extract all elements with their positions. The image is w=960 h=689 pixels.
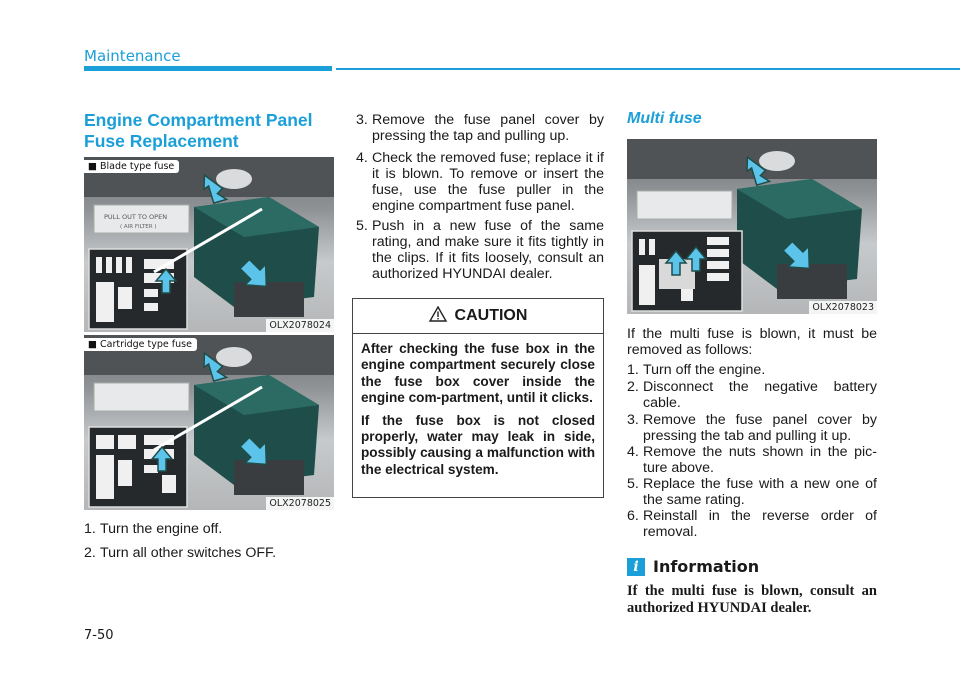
header-rule-thick — [84, 66, 332, 71]
step-text: Remove the nuts shown in the pic-ture above. — [643, 444, 877, 476]
list-item — [627, 379, 877, 411]
list-item — [356, 218, 604, 282]
list-item — [627, 412, 877, 444]
warning-triangle-icon — [429, 306, 447, 327]
engine-bay-illustration — [84, 335, 334, 510]
caution-paragraph: If the fuse box is not closed properly, water may leak in side, possibly causing a malfunction with the electrical system. — [361, 412, 595, 477]
step-number: 4. — [627, 444, 639, 460]
step-number: 3. — [627, 412, 639, 428]
step-text: Remove the fuse panel cover by pressing the tab and pulling it up. — [643, 412, 877, 444]
list-item — [84, 545, 336, 561]
caution-box — [352, 298, 604, 498]
photo-tag-cartridge: ■ Cartridge type fuse — [84, 338, 197, 351]
caution-body — [353, 334, 603, 478]
list-item — [627, 362, 877, 378]
info-icon: i — [627, 558, 645, 576]
step-number: 2. — [84, 545, 96, 561]
list-item — [627, 476, 877, 508]
photo-cartridge-fuse — [84, 335, 334, 510]
photo-code: OLX2078025 — [266, 497, 334, 510]
step-text: Push in a new fuse of the same rating, and make sure it fits tightly in the clips. If it fits loosely, consult an authorized HYUNDAI dealer. — [372, 218, 604, 282]
section-title: Engine Compartment Panel Fuse Replacement — [84, 110, 313, 151]
caution-title: CAUTION — [454, 307, 528, 324]
photo-code: OLX2078024 — [266, 319, 334, 332]
intro-paragraph: If the multi fuse is blown, it must be removed as follows: — [627, 326, 877, 358]
info-title: Information — [653, 557, 760, 576]
list-item — [627, 508, 877, 540]
step-text: Reinstall in the reverse order of removal. — [643, 508, 877, 540]
caution-paragraph: After checking the fuse box in the engine compartment securely close the fuse box cover inside the engine com-partment, until it clicks. — [361, 341, 595, 406]
step-number: 6. — [627, 508, 639, 524]
photo-label: PULL OUT TO OPEN — [104, 213, 168, 221]
step-text: Turn all other switches OFF. — [100, 545, 277, 561]
step-text: Check the removed fuse; replace it if it is blown. To remove or insert the fuse, use the fuse puller in the engine compartment fuse panel. — [372, 150, 604, 214]
step-text: Turn the engine off. — [100, 521, 223, 537]
page-number: 7-50 — [84, 628, 114, 643]
step-text: Turn off the engine. — [643, 362, 766, 378]
step-number: 5. — [627, 476, 639, 492]
step-number: 1. — [84, 521, 96, 537]
photo-code: OLX2078023 — [809, 301, 877, 314]
step-number: 1. — [627, 362, 639, 378]
list-item — [356, 112, 604, 144]
caution-header — [353, 299, 603, 334]
step-number: 3. — [356, 112, 368, 128]
photo-tag-blade: ■ Blade type fuse — [84, 160, 179, 173]
photo-sublabel: ( AIR FILTER ) — [120, 224, 157, 230]
photo-multi-fuse — [627, 139, 877, 314]
list-item — [627, 444, 877, 476]
engine-bay-illustration — [627, 139, 877, 314]
engine-bay-illustration — [84, 157, 334, 332]
info-header — [627, 557, 759, 576]
info-text: If the multi fuse is blown, consult an authorized HYUNDAI dealer. — [627, 583, 877, 616]
step-number: 5. — [356, 218, 368, 234]
subsection-title: Multi fuse — [627, 110, 702, 127]
section-label: Maintenance — [84, 47, 181, 65]
header-rule-thin — [336, 68, 960, 70]
step-text: Replace the fuse with a new one of the same rating. — [643, 476, 877, 508]
step-text: Disconnect the negative battery cable. — [643, 379, 877, 411]
list-item — [356, 150, 604, 214]
step-number: 2. — [627, 379, 639, 395]
step-text: Remove the fuse panel cover by pressing the tap and pulling up. — [372, 112, 604, 144]
photo-blade-fuse — [84, 157, 334, 332]
step-number: 4. — [356, 150, 368, 166]
list-item — [84, 521, 336, 537]
